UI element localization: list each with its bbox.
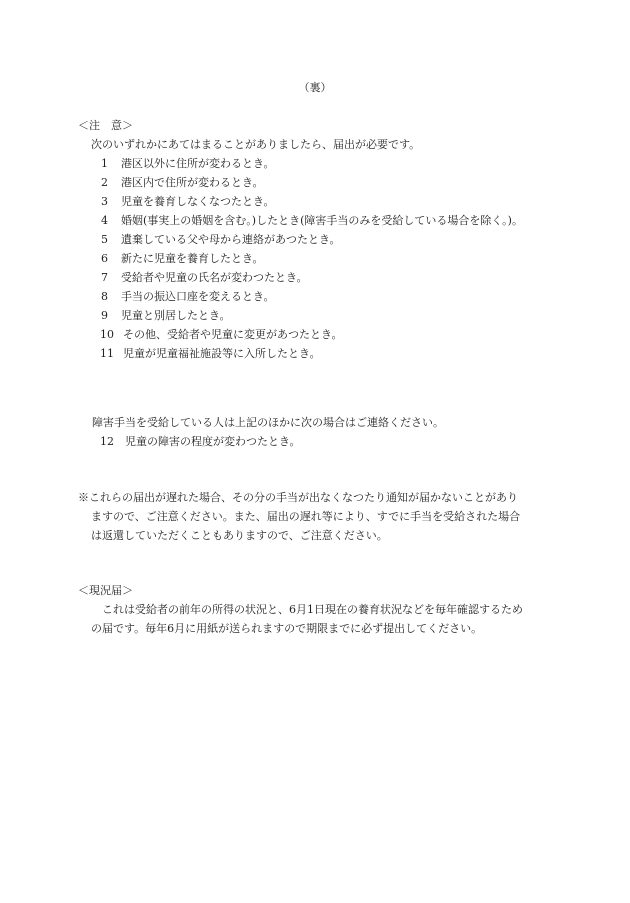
- notice-item: [95, 252, 264, 266]
- item-text: 児童の障害の程度が変わつたとき。: [125, 435, 301, 448]
- item-number: 2: [101, 176, 108, 189]
- item-number: 8: [101, 290, 108, 303]
- status-report-line: これは受給者の前年の所得の状況と、6月1日現在の養育状況などを毎年確認するため: [102, 603, 523, 616]
- item-text: 児童と別居したとき。: [121, 309, 231, 322]
- item-number: 1: [101, 157, 108, 170]
- item-text: 港区内で住所が変わるとき。: [121, 176, 264, 189]
- item-number: 9: [101, 309, 108, 322]
- notice-item: [95, 233, 341, 247]
- item-number: 7: [101, 271, 108, 284]
- notice-item: [95, 214, 523, 228]
- notice-item: [95, 290, 275, 304]
- notice-item: [95, 309, 231, 323]
- item-number: 11: [100, 347, 114, 360]
- item-number: 10: [100, 328, 114, 341]
- disability-intro: 障害手当を受給している人は上記のほかに次の場合はご連絡ください。: [92, 416, 444, 429]
- item-text: 手当の振込口座を変えるとき。: [121, 290, 275, 303]
- item-number: 12: [100, 435, 114, 448]
- notice-item: [95, 157, 275, 171]
- item-text: 児童が児童福祉施設等に入所したとき。: [123, 347, 321, 360]
- notice-heading: ＜注 意＞: [78, 119, 133, 132]
- item-number: 6: [101, 252, 108, 265]
- item-text: 港区以外に住所が変わるとき。: [121, 157, 275, 170]
- item-text: 遺棄している父や母から連絡があつたとき。: [121, 233, 341, 246]
- notice-item: [95, 176, 264, 190]
- item-number: 5: [101, 233, 108, 246]
- notice-item: [95, 328, 343, 342]
- caution-line: ※これらの届出が遅れた場合、その分の手当が出なくなつたり通知が届かないことがあり: [78, 491, 518, 504]
- caution-line: ますので、ご注意ください。また、届出の遅れ等により、すでに手当を受給された場合: [91, 510, 521, 523]
- notice-item: [95, 271, 308, 285]
- status-report-heading: ＜現況届＞: [78, 584, 133, 597]
- status-report-line: の届です。毎年6月に用紙が送られますので期限までに必ず提出してください。: [91, 622, 483, 635]
- item-text: 婚姻(事実上の婚姻を含む。)したとき(障害手当のみを受給している場合を除く。)。: [121, 214, 523, 227]
- caution-line: は返還していただくこともありますので、ご注意ください。: [91, 529, 388, 542]
- item-text: 児童を養育しなくなつたとき。: [121, 195, 275, 208]
- notice-intro: 次のいずれかにあてはまることがありましたら、届出が必要です。: [91, 138, 421, 151]
- item-number: 4: [101, 214, 108, 227]
- item-text: その他、受給者や児童に変更があつたとき。: [123, 328, 343, 341]
- item-text: 受給者や児童の氏名が変わつたとき。: [121, 271, 308, 284]
- notice-item: [95, 347, 321, 361]
- disability-item: [95, 435, 301, 449]
- notice-item: [95, 195, 275, 209]
- item-text: 新たに児童を養育したとき。: [121, 252, 264, 265]
- item-number: 3: [101, 195, 108, 208]
- page-title: （裏）: [298, 81, 332, 94]
